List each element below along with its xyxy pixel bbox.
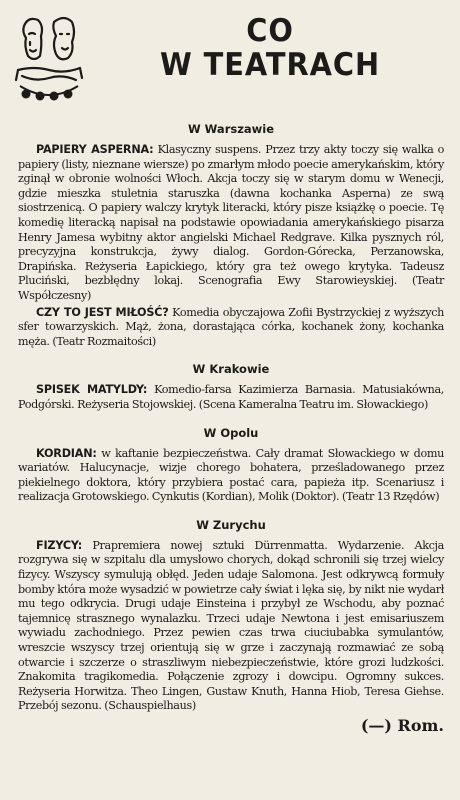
venue: (Teatr 13 Rzędów): [339, 490, 440, 504]
theatre-masks-logo-icon: [14, 12, 84, 112]
play-title: FIZYCY:: [36, 538, 83, 552]
column-content: [18, 116, 444, 735]
title-line-2: W TEATRACH: [159, 47, 381, 83]
venue: (Scena Kameralna Teatru im. Słowackiego): [196, 397, 428, 411]
play-title: CZY TO JEST MIŁOŚĆ?: [36, 305, 169, 319]
column-header: [0, 0, 460, 118]
review-entry: [18, 539, 444, 714]
review-text: Prapremiera nowej sztuki Dürrenmatta. Wydarzenie. Akcja rozgrywa się w szpitalu dla umysłowo chorych, dokąd schronili się trzej wielcy fizycy. Wszyscy symulują obłęd. Jeden udaje Salomona. Jest odkrywcą formuły bomby która może wysadzić w powietrze cały świat i lęka się, by nikt nie wydarł mu tego odkrycia. Drugi udaje Einsteina i przybył ze Wschodu, aby poznać tajemnicę strasznego wynalazku. Trzeci udaje Newtona i jest emisariuszem wywiadu zachodniego. Przez pewien czas trwa ciuciubabka symulantów, wreszcie wszyscy trzej orientują się w grze i zaczynają rozmawiać ze sobą otwarcie i szczerze o straszliwym niebezpieczeństwie, które grozi ludzkości. Znakomita tragikomedia. Połączenie zgrozy i dowcipu. Ogromny sukces. Reżyseria Horwitza. Theo Lingen, Gustaw Knuth, Hanna Hiob, Teresa Giehse. Przebój sezonu.: [18, 538, 444, 713]
review-text: Klasyczny suspens. Przez trzy akty toczy się walka o papiery (listy, nieznane wiersze) po zmarłym młodo poecie amerykańskim, który zginął w obronie wolności Włoch. Akcja toczy się w starym domu w Wenecji, gdzie mieszka stuletnia staruszka (dawna kochanka Asperna) ze swą siostrzenicą. O papiery walczy krytyk literacki, który pisze książkę o poecie. Tę komedię literacką napisał na podstawie opowiadania amerykańskiego pisarza Henry Jamesa wybitny aktor angielski Michael Redgrave. Kilka pysznych ról, precyzyjna konstrukcja, żywy dialog. Gordon-Górecka, Perzanowska, Drapińska. Reżyseria Łapickiego, który gra też owego krytyka. Tadeusz Pluciński, bezbłędny lokaj. Scenografia Ewy Starowieyskiej.: [18, 143, 444, 288]
venue: (Teatr Rozmaitości): [49, 334, 156, 348]
play-title: KORDIAN:: [36, 446, 97, 460]
review-text: Komedia obyczajowa Zofii Bystrzyckiej z wyższych sfer towarzyskich. Mąż, żona, dorastająca córka, kochanek żony, kochanka męża.: [18, 305, 444, 348]
author-signature: (—) Rom.: [360, 716, 444, 735]
signature-line: [18, 716, 444, 735]
venue: (Teatr Współczesny): [18, 274, 444, 302]
review-text: w kaftanie bezpieczeństwa. Cały dramat Słowackiego w domu wariatów. Halucynacje, wizje chorego bohatera, prześladowanego przez piekielnego doktora, który przybiera postać cara, papieża itp. Scenariusz i realizacja Grotowskiego. Cynkutis (Kordian), Molik (Doktor).: [18, 446, 444, 504]
venue: (Schauspielhaus): [101, 699, 196, 713]
review-entry: [18, 383, 444, 412]
review-entry: [18, 306, 444, 350]
play-title: PAPIERY ASPERNA:: [36, 143, 154, 156]
review-entry: [18, 447, 444, 505]
city-heading-warszawa: W Warszawie: [187, 122, 275, 136]
review-text: Komedio-farsa Kazimierza Barnasia. Matusiakówna, Podgórski. Reżyseria Stojowskiej.: [18, 383, 444, 411]
play-title: SPISEK MATYLDY:: [36, 383, 148, 397]
city-heading-zurych: W Zurychu: [196, 517, 266, 532]
column-title: [112, 14, 428, 82]
review-entry: [18, 143, 444, 304]
city-heading-krakow: W Krakowie: [192, 362, 270, 377]
city-heading-opole: W Opolu: [203, 425, 259, 440]
title-line-1: CO: [246, 13, 294, 49]
